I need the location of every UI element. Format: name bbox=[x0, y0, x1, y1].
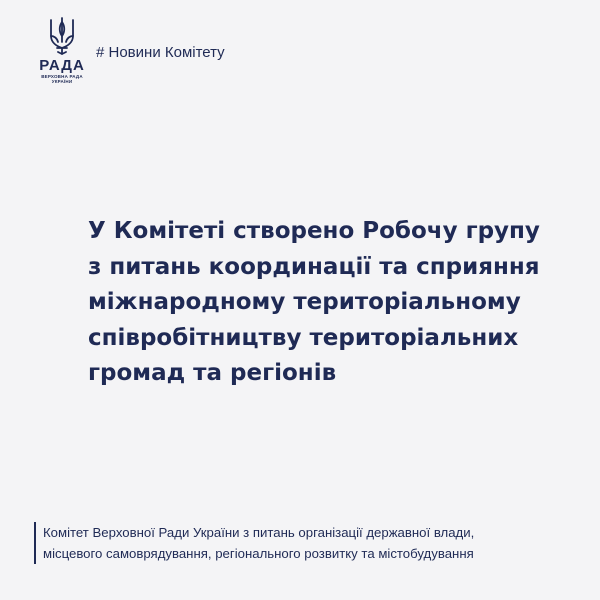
logo-subtitle-line-2: УКРАЇНИ bbox=[51, 79, 73, 84]
logo-subtitle-line-1: ВЕРХОВНА РАДА bbox=[41, 74, 83, 79]
headline-line: громад та регіонів bbox=[88, 360, 337, 386]
logo-word: РАДА bbox=[39, 57, 85, 74]
headline-line: співробітництву територіальних bbox=[88, 324, 519, 351]
headline-line: У Комітеті створено Робочу групу bbox=[88, 218, 540, 244]
trident-icon bbox=[48, 16, 76, 56]
headline-line: з питань координації та сприяння bbox=[88, 253, 540, 280]
footer-line: місцевого самоврядування, регіонального розвитку та містобудування bbox=[43, 546, 474, 561]
committee-footer bbox=[34, 522, 583, 564]
news-tagline: # Новини Комітету bbox=[96, 44, 225, 61]
footer-line: Комітет Верховної Ради України з питань організації державної влади, bbox=[43, 525, 475, 540]
rada-logo bbox=[34, 16, 90, 84]
headline-line: міжнародному територіальному bbox=[88, 289, 521, 315]
headline bbox=[88, 214, 588, 392]
